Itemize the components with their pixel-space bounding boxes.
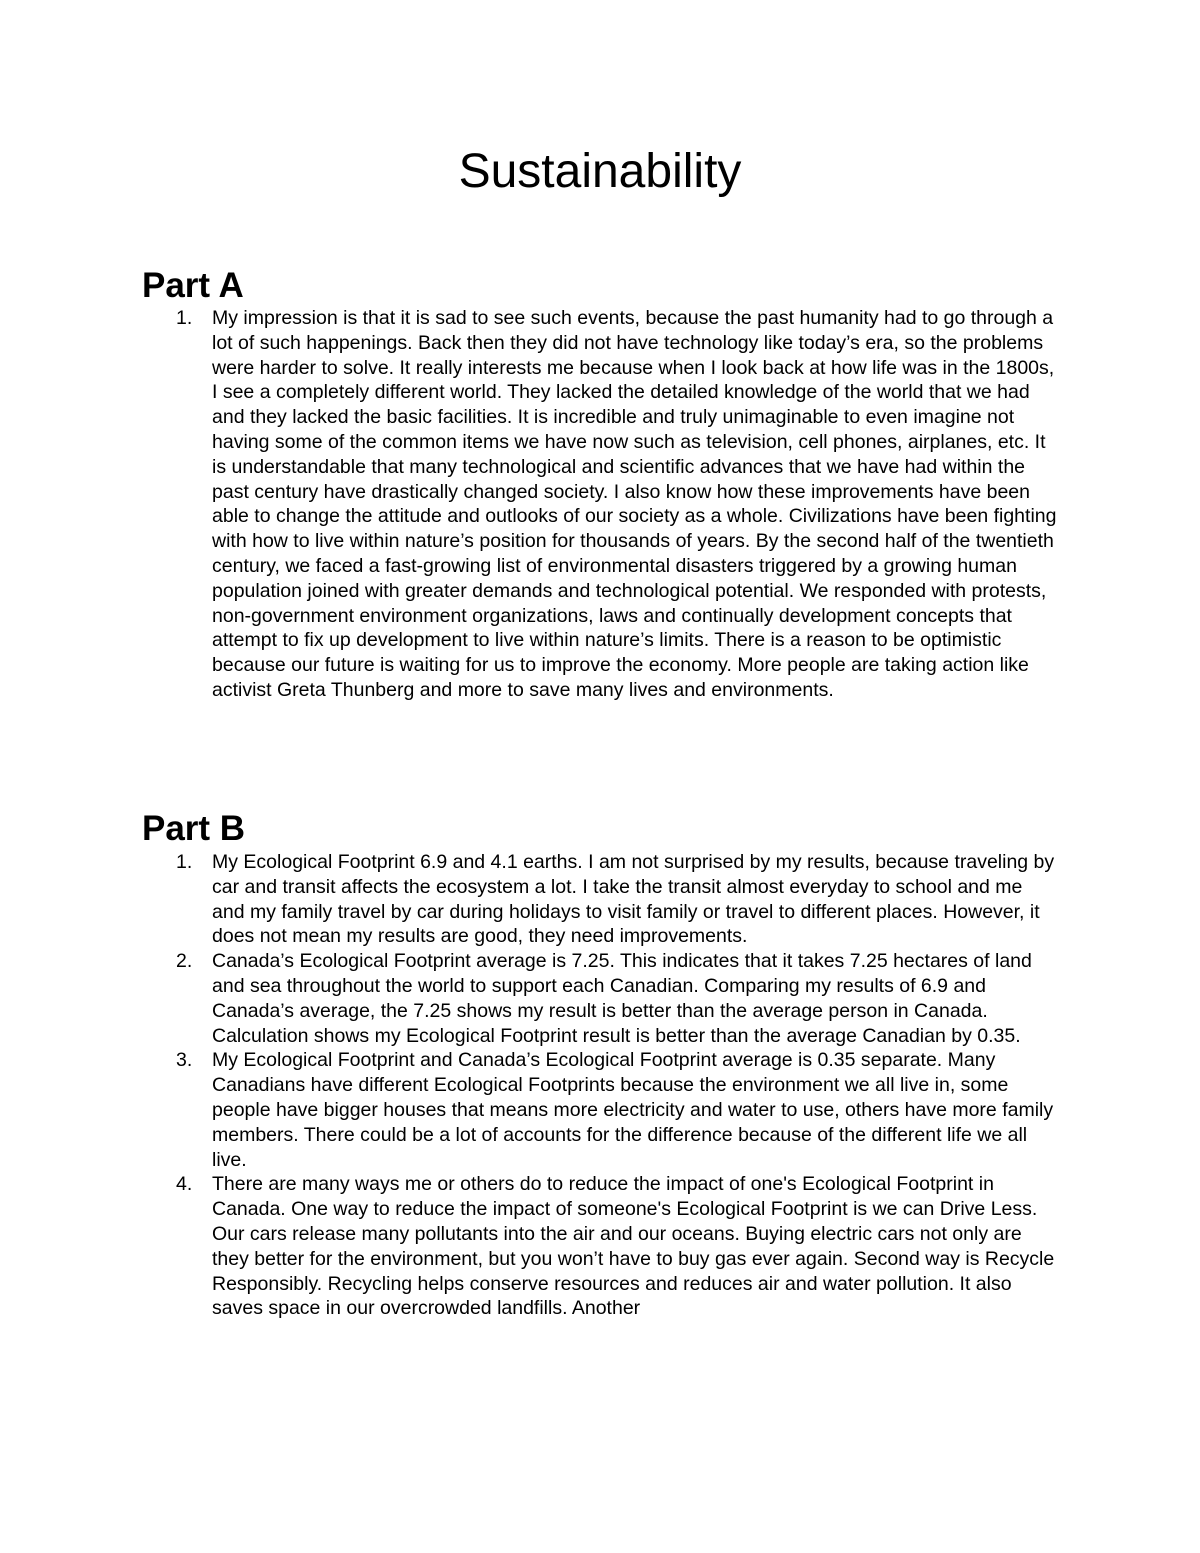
- list-item-text: There are many ways me or others do to reduce the impact of one's Ecological Footprint in Canada. One way to reduce the impact of someone's Ecological Footprint is we can Drive Less. Our cars release many pollutants into the air and our oceans. Buying electric cars not only are they better for the environment, but you won’t have to buy gas ever again. Second way is Recycle Responsibly. Recycling helps conserve resources and reduces air and water pollution. It also saves space in our overcrowded landfills. Another: [212, 1173, 1055, 1320]
- list-item-number: 3.: [176, 1049, 193, 1072]
- list-item: [0, 850, 1200, 949]
- list-item: [0, 306, 1200, 703]
- list-item-text: My Ecological Footprint and Canada’s Ecological Footprint average is 0.35 separate. Many Canadians have different Ecological Footprints because the environment we all live in, some people have bigger houses that means more electricity and water to use, others have more family members. There could be a lot of accounts for the difference because of the different life we all live.: [212, 1049, 1054, 1171]
- list-item-text: Canada’s Ecological Footprint average is 7.25. This indicates that it takes 7.25 hectares of land and sea throughout the world to support each Canadian. Comparing my results of 6.9 and Canada’s average, the 7.25 shows my result is better than the average person in Canada. Calculation shows my Ecological Footprint result is better than the average Canadian by 0.35.: [212, 950, 1032, 1047]
- part-a-list: [0, 306, 1200, 703]
- section-heading-part-a: Part A: [142, 266, 244, 305]
- list-item: [0, 1172, 1200, 1321]
- document-title: Sustainability: [458, 145, 742, 198]
- list-item: [0, 1048, 1200, 1172]
- list-item-number: 1.: [176, 307, 193, 329]
- list-item-number: 2.: [176, 950, 193, 973]
- part-b-list: [0, 850, 1200, 1321]
- list-item: [0, 949, 1200, 1048]
- list-item-text: My impression is that it is sad to see such events, because the past humanity had to go through a lot of such happenings. Back then they did not have technology like today’s era, so the problems were harder to solve. It really interests me because when I look back at how life was in the 1800s, I see a completely different world. They lacked the detailed knowledge of the world that we had and they lacked the basic facilities. It is incredible and truly unimaginable to even imagine not having some of the common items we have now such as television, cell phones, airplanes, etc. It is understandable that many technological and scientific advances that we have had within the past century have drastically changed society. I also know how these improvements have been able to change the attitude and outlooks of our society as a whole. Civilizations have been fighting with how to live within nature’s position for thousands of years. By the second half of the twentieth century, we faced a fast-growing list of environmental disasters triggered by a growing human population joined with greater demands and technological potential. We responded with protests, non-government environment organizations, laws and continually development concepts that attempt to fix up development to live within nature’s limits. There is a reason to be optimistic because our future is waiting for us to improve the economy. More people are taking action like activist Greta Thunberg and more to save many lives and environments.: [212, 307, 1057, 701]
- list-item-number: 4.: [176, 1173, 193, 1196]
- list-item-number: 1.: [176, 851, 193, 873]
- list-item-text: My Ecological Footprint 6.9 and 4.1 earths. I am not surprised by my results, because traveling by car and transit affects the ecosystem a lot. I take the transit almost everyday to school and me and my family travel by car during holidays to visit family or travel to different places. However, it does not mean my results are good, they need improvements.: [212, 851, 1055, 948]
- section-heading-part-b: Part B: [142, 809, 246, 848]
